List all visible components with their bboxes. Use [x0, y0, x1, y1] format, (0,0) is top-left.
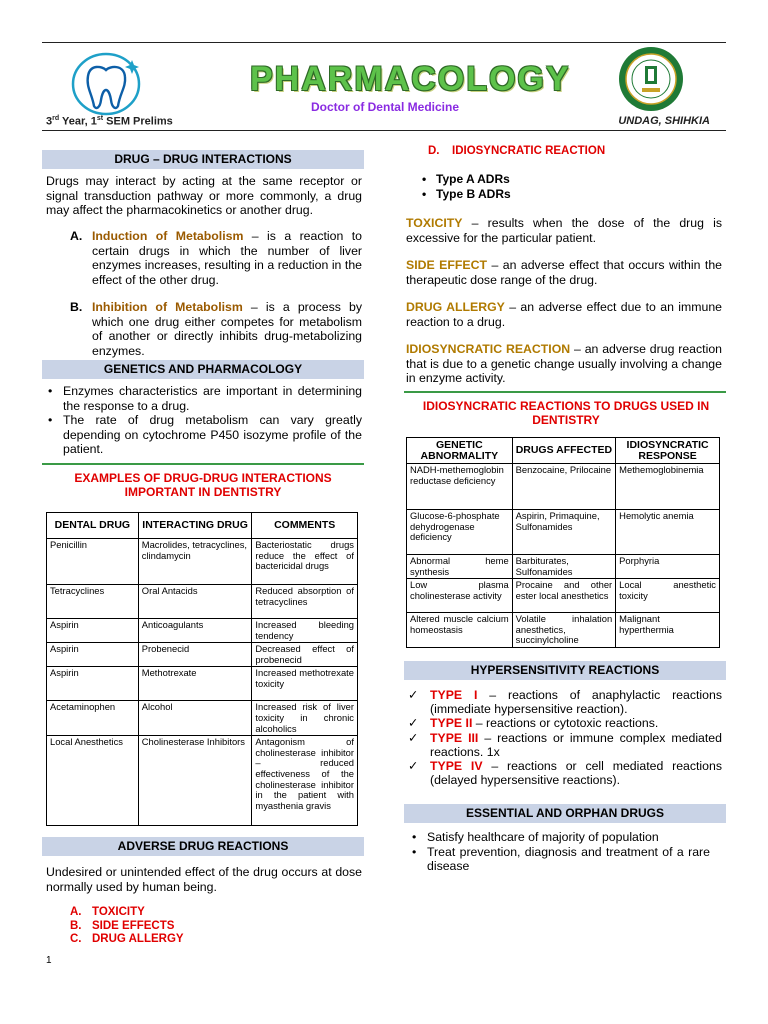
adr-type-bullets	[422, 172, 511, 202]
left-header-sem-rest: SEM Prelims	[103, 115, 173, 128]
left-header-year-mid: Year, 1	[59, 115, 97, 128]
ddi-table-header: DENTAL DRUG	[47, 513, 139, 539]
table-cell: Aspirin	[47, 667, 139, 701]
ddi-table-header: COMMENTS	[252, 513, 358, 539]
list-item	[406, 759, 722, 787]
header-bottom-rule	[42, 130, 726, 131]
ddi-intro: Drugs may interact by acting at the same receptor or signal transduction pathway or more commonly, a drug may affect the pharmacokinetics or another drug.	[46, 174, 362, 218]
genetics-heading: GENETICS AND PHARMACOLOGY	[42, 360, 364, 379]
adr-list-text: TOXICITY	[92, 906, 145, 918]
genetics-bullets	[46, 384, 362, 457]
bullet-dot-icon: •	[48, 384, 53, 398]
essential-heading: ESSENTIAL AND ORPHAN DRUGS	[404, 804, 726, 823]
table-row	[407, 613, 720, 648]
hypersensitivity-heading: HYPERSENSITIVITY REACTIONS	[404, 661, 726, 680]
essential-bullet-text: Satisfy healthcare of majority of population	[427, 830, 659, 844]
table-cell: Reduced absorption of tetracyclines	[252, 585, 358, 619]
table-cell: Local Anesthetics	[47, 736, 139, 826]
table-cell: Oral Antacids	[138, 585, 252, 619]
adr-list	[70, 906, 184, 947]
table-cell: Bacteriostatic drugs reduce the effect of bactericidal drugs	[252, 539, 358, 585]
checkmark-icon: ✓	[408, 716, 419, 731]
table-cell: Aspirin	[47, 643, 139, 667]
adr-heading: ADVERSE DRUG REACTIONS	[42, 837, 364, 856]
table-row	[407, 464, 720, 510]
tooth-logo-icon	[68, 50, 148, 116]
adr-list-marker: B.	[70, 919, 82, 932]
table-row	[47, 585, 358, 619]
table-cell: Anticoagulants	[138, 619, 252, 643]
page-subtitle: Doctor of Dental Medicine	[310, 100, 459, 114]
idiosyncratic-text: – an adverse drug reaction that is due to a genetic change usually involving a change in enzyme activity.	[406, 342, 723, 386]
examples-heading: EXAMPLES OF DRUG-DRUG INTERACTIONS IMPORTANT IN DENTISTRY	[74, 471, 332, 499]
side-effect-definition	[406, 258, 722, 287]
table-cell: Cholinesterase Inhibitors	[138, 736, 252, 826]
bullet-dot-icon: •	[412, 844, 417, 859]
table-row	[47, 539, 358, 585]
table-row	[407, 510, 720, 555]
page-number: 1	[46, 955, 52, 966]
table-cell: Malignant hyperthermia	[616, 613, 720, 648]
genetics-bullet	[46, 384, 362, 413]
bullet-dot-icon: •	[48, 413, 53, 428]
list-item	[406, 731, 722, 759]
right-header-info: UNDAG, SHIHKIA	[618, 115, 710, 127]
drug-allergy-text: – an adverse effect due to an immune reaction to a drug.	[406, 300, 722, 329]
hypersensitivity-text: – reactions or immune complex mediated reactions. 1x	[430, 730, 722, 759]
idiosyncratic-term: IDIOSYNCRATIC REACTION	[406, 342, 571, 356]
inhibition-term: Inhibition of Metabolism	[92, 300, 243, 314]
idio-table-header: DRUGS AFFECTED	[512, 438, 616, 464]
list-item	[70, 906, 184, 920]
list-item	[70, 933, 184, 947]
left-header-year: 3	[46, 115, 53, 128]
idio-table-heading: IDIOSYNCRATIC REACTIONS TO DRUGS USED IN DENTISTRY	[422, 399, 710, 427]
drug-allergy-definition	[406, 300, 722, 329]
hypersensitivity-list	[406, 688, 722, 787]
table-cell: Tetracyclines	[47, 585, 139, 619]
d-title: IDIOSYNCRATIC REACTION	[452, 145, 606, 157]
side-effect-term: SIDE EFFECT	[406, 258, 487, 272]
d-marker: D.	[428, 145, 440, 157]
table-row	[407, 555, 720, 579]
list-item	[70, 920, 184, 934]
idio-table-header: IDIOSYNCRATIC RESPONSE	[616, 438, 720, 464]
bullet-dot-icon: •	[422, 187, 427, 201]
table-cell: Increased bleeding tendency	[252, 619, 358, 643]
hypersensitivity-text: – reactions or cell mediated reactions (delayed hypersensitive reactions).	[430, 759, 722, 788]
table-cell: Benzocaine, Prilocaine	[512, 464, 616, 510]
table-cell: Glucose-6-phosphate dehydrogenase deficiency	[407, 510, 513, 555]
table-cell: Abnormal heme synthesis	[407, 555, 513, 579]
hypersensitivity-text: – reactions of anaphylactic reactions (immediate hypersensitive reaction).	[430, 688, 722, 717]
list-item	[406, 688, 722, 716]
table-cell: Local anesthetic toxicity	[616, 579, 720, 613]
table-cell: Methotrexate	[138, 667, 252, 701]
left-header-sem-sup: st	[96, 115, 104, 122]
table-cell: Hemolytic anemia	[616, 510, 720, 555]
table-row	[407, 579, 720, 613]
checkmark-icon: ✓	[408, 688, 419, 702]
list-item	[406, 716, 722, 730]
table-row	[47, 736, 358, 826]
induction-term: Induction of Metabolism	[92, 229, 244, 243]
page-title: PHARMACOLOGY	[250, 60, 571, 98]
table-cell: Barbiturates, Sulfonamides	[512, 555, 616, 579]
table-row	[47, 667, 358, 701]
ddi-table	[46, 512, 358, 826]
essential-bullets	[410, 830, 710, 874]
table-cell: Macrolides, tetracyclines, clindamycin	[138, 539, 252, 585]
side-effect-text: – an adverse effect that occurs within the therapeutic dose range of the drug.	[406, 258, 723, 287]
ddi-item-b-marker: B.	[70, 300, 83, 314]
table-cell: Penicillin	[47, 539, 139, 585]
idio-table-header: GENETIC ABNORMALITY	[407, 438, 513, 464]
ddi-table-header: INTERACTING DRUG	[138, 513, 252, 539]
table-row	[47, 619, 358, 643]
bullet-dot-icon: •	[412, 830, 417, 844]
left-section-divider	[42, 463, 364, 465]
idio-table	[406, 437, 720, 648]
essential-bullet-text: Treat prevention, diagnosis and treatment of a rare disease	[427, 844, 710, 874]
genetics-bullet-text: The rate of drug metabolism can vary greatly depending on cytochrome P450 isozyme profile of the patient.	[63, 413, 362, 457]
checkmark-icon: ✓	[408, 759, 419, 774]
adr-list-text: DRUG ALLERGY	[92, 933, 184, 946]
list-item	[422, 172, 511, 187]
checkmark-icon: ✓	[408, 730, 419, 745]
adr-type-label: Type B ADRs	[436, 187, 511, 201]
table-cell: Probenecid	[138, 643, 252, 667]
table-cell: Decreased effect of probenecid	[252, 643, 358, 667]
table-cell: Altered muscle calcium homeostasis	[407, 613, 513, 648]
toxicity-definition	[406, 216, 722, 245]
adr-type-label: Type A ADRs	[436, 172, 510, 186]
genetics-bullet-text: Enzymes characteristics are important in determining the response to a drug.	[63, 384, 362, 413]
hypersensitivity-type: TYPE III	[430, 730, 479, 745]
left-header-info	[46, 115, 173, 128]
ddi-item-b-text	[92, 300, 362, 358]
adr-list-marker: A.	[70, 906, 82, 918]
drug-allergy-term: DRUG ALLERGY	[406, 300, 505, 314]
table-cell: NADH-methemoglobin reductase deficiency	[407, 464, 513, 510]
table-row	[47, 701, 358, 736]
right-section-divider	[404, 391, 726, 393]
genetics-bullet	[46, 413, 362, 457]
hypersensitivity-type: TYPE IV	[430, 759, 483, 774]
table-cell: Acetaminophen	[47, 701, 139, 736]
table-cell: Methemoglobinemia	[616, 464, 720, 510]
list-item	[422, 187, 511, 202]
d-heading	[428, 145, 605, 157]
college-seal-icon	[616, 44, 686, 114]
table-row	[47, 643, 358, 667]
ddi-heading: DRUG – DRUG INTERACTIONS	[42, 150, 364, 169]
ddi-item-a-marker: A.	[70, 229, 83, 243]
bullet-dot-icon: •	[422, 172, 427, 186]
list-item	[410, 830, 710, 845]
table-cell: Increased methotrexate toxicity	[252, 667, 358, 701]
adr-list-marker: C.	[70, 933, 82, 946]
idiosyncratic-definition	[406, 342, 722, 386]
table-cell: Low plasma cholinesterase activity	[407, 579, 513, 613]
inhibition-definition: – is a process by which one drug either competes for metabolism of another or directly inhibits drug-metabolizing enzymes.	[92, 300, 363, 358]
induction-definition: – is a reaction to certain drugs in which the number of liver enzymes increases, resulting in a reduction in the effect of the other drug.	[92, 229, 362, 287]
table-cell: Procaine and other ester local anesthetics	[512, 579, 616, 613]
header-top-rule	[42, 42, 726, 43]
table-cell: Increased risk of liver toxicity in chronic alcoholics	[252, 701, 358, 736]
hypersensitivity-type: TYPE II	[430, 716, 473, 731]
table-cell: Aspirin	[47, 619, 139, 643]
toxicity-term: TOXICITY	[406, 216, 463, 230]
table-cell: Alcohol	[138, 701, 252, 736]
left-header-year-sup: rd	[52, 115, 60, 122]
hypersensitivity-type: TYPE I	[430, 688, 478, 702]
toxicity-text: – results when the dose of the drug is excessive for the particular patient.	[406, 216, 722, 245]
adr-list-text: SIDE EFFECTS	[92, 919, 175, 932]
table-cell: Aspirin, Primaquine, Sulfonamides	[512, 510, 616, 555]
table-cell: Antagonism of cholinesterase inhibitor – reduced effectiveness of the cholinesterase inhibitor in the patient with myasthenia gravis	[252, 736, 358, 826]
table-cell: Volatile inhalation anesthetics, succinylcholine	[512, 613, 616, 648]
hypersensitivity-text: – reactions or cytotoxic reactions.	[472, 716, 659, 731]
table-cell: Porphyria	[616, 555, 720, 579]
ddi-item-a-text	[92, 229, 362, 287]
adr-definition: Undesired or unintended effect of the drug occurs at dose normally used by human being.	[46, 865, 362, 894]
list-item	[410, 845, 710, 874]
